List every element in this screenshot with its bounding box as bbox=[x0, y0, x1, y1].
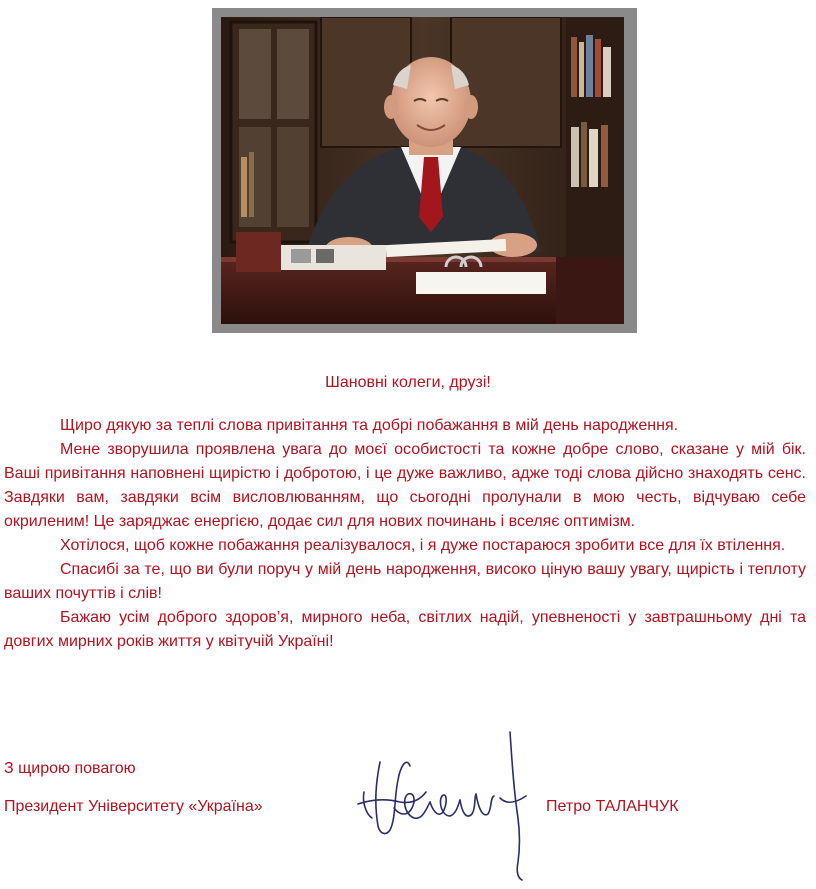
portrait-photo bbox=[221, 17, 624, 324]
handwritten-signature bbox=[350, 722, 540, 882]
letter-greeting: Шановні колеги, друзі! bbox=[325, 374, 491, 391]
letter-closing: З щирою повагою bbox=[4, 760, 136, 777]
letter-paragraph: Мене зворушила проявлена увага до моєї особистості та кожне добре слово, сказане у мій бік. Ваші привітання наповнені щирістю і добротою, і це дуже важливо, адже тоді слова дійсно знаходять сенс. Завдяки вам, завдяки всім висловлюванням, що сьогодні пролунали в мою честь, відчуваю себе окриленим! Це заряджає енергією, додає сил для нових починань і вселяє оптимізм. bbox=[4, 441, 806, 530]
letter-paragraph: Спасибі за те, що ви були поруч у мій день народження, високо ціную вашу увагу, щирість і теплоту ваших почуттів і слів! bbox=[4, 561, 806, 602]
signatory-name: Петро ТАЛАНЧУК bbox=[546, 798, 679, 815]
letter-paragraph: Щиро дякую за теплі слова привітання та добрі побажання в мій день народження. bbox=[60, 417, 679, 434]
letter-paragraph: Хотілося, щоб кожне побажання реалізувалося, і я дуже постараюся зробити все для їх втілення. bbox=[60, 537, 786, 554]
signatory-title: Президент Університету «Україна» bbox=[4, 798, 263, 815]
portrait-frame bbox=[212, 8, 637, 333]
letter-paragraph: Бажаю усім доброго здоров’я, мирного неба, світлих надій, упевненості у завтрашньому дні та довгих мирних років життя у квітучій Україні! bbox=[4, 609, 806, 650]
letter-body bbox=[4, 414, 806, 654]
